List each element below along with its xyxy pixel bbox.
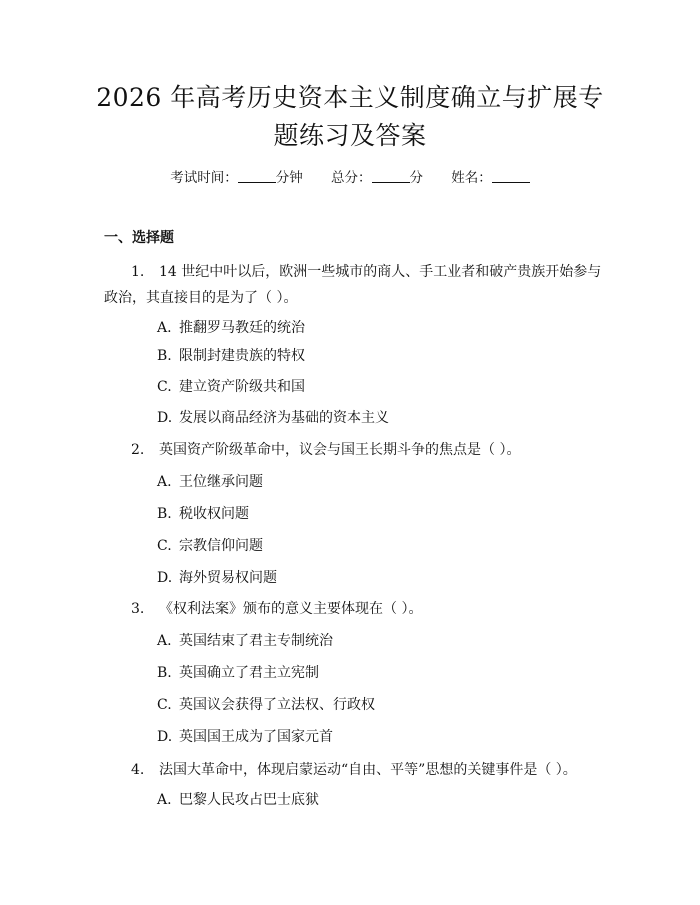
exam-time-blank[interactable] [238,169,276,183]
option-text: 英国国王成为了国家元首 [179,729,333,745]
section-title: 一、选择题 [104,230,174,246]
student-name-blank[interactable] [492,169,530,183]
question-3-number: 3. [131,601,145,617]
question-1-option-d[interactable] [157,408,389,428]
question-3-option-d[interactable] [157,727,333,747]
option-text: 限制封建贵族的特权 [179,348,305,364]
option-text: 英国议会获得了立法权、行政权 [179,697,375,713]
question-2-number: 2. [131,442,145,458]
option-text: 英国确立了君主立宪制 [179,665,319,681]
question-2-option-a[interactable] [157,472,263,492]
option-letter: B. [157,506,172,522]
question-2-text-line-1: 英国资产阶级革命中，议会与国王长期斗争的焦点是（ ）。 [159,442,521,458]
option-letter: A. [157,474,172,490]
student-name-label: 姓名： [451,170,492,186]
option-letter: A. [157,633,172,649]
option-text: 宗教信仰问题 [179,538,263,554]
option-text: 发展以商品经济为基础的资本主义 [179,410,389,426]
option-text: 王位继承问题 [179,474,263,490]
option-text: 英国结束了君主专制统治 [179,633,333,649]
option-letter: A. [157,792,172,808]
option-letter: C. [157,697,172,713]
option-text: 推翻罗马教廷的统治 [179,320,305,336]
option-text: 巴黎人民攻占巴士底狱 [179,792,319,808]
question-3-option-b[interactable] [157,663,319,683]
question-1-option-a[interactable] [157,318,305,338]
exam-time-label: 考试时间： [170,170,238,186]
question-2-option-d[interactable] [157,568,277,588]
question-1-option-b[interactable] [157,346,305,366]
total-score-blank[interactable] [372,169,410,183]
exam-meta [0,168,700,188]
question-1-text-line-1: 14 世纪中叶以后，欧洲一些城市的商人、手工业者和破产贵族开始参与 [159,264,602,280]
question-3-text-line-1: 《权利法案》颁布的意义主要体现在（ ）。 [159,601,423,617]
total-score-label: 总分： [331,170,372,186]
question-4-option-a[interactable] [157,790,319,810]
question-3-option-c[interactable] [157,695,375,715]
option-letter: B. [157,348,172,364]
option-letter: D. [157,570,173,586]
question-2-option-c[interactable] [157,536,263,556]
question-1-number: 1. [131,264,145,280]
option-letter: C. [157,379,172,395]
document-title-line-1: 2026 年高考历史资本主义制度确立与扩展专 [96,83,604,112]
option-letter: D. [157,410,173,426]
option-letter: A. [157,320,172,336]
student-name-field [451,170,530,186]
option-letter: D. [157,729,173,745]
option-letter: B. [157,665,172,681]
question-1-option-c[interactable] [157,377,305,397]
option-text: 建立资产阶级共和国 [179,379,305,395]
question-4-text-line-1: 法国大革命中，体现启蒙运动“自由、平等”思想的关键事件是（ ）。 [159,762,577,778]
document-title-line-2: 题练习及答案 [273,121,427,150]
question-4-number: 4. [131,762,145,778]
option-text: 海外贸易权问题 [179,570,277,586]
total-score-unit: 分 [409,170,423,186]
option-letter: C. [157,538,172,554]
question-2-option-b[interactable] [157,504,249,524]
question-1-text-line-2: 政治，其直接目的是为了（ ）。 [104,290,298,306]
exam-time-unit: 分钟 [275,170,303,186]
question-3-option-a[interactable] [157,631,333,651]
exam-time-field [170,170,303,186]
option-text: 税收权问题 [179,506,249,522]
total-score-field [331,170,423,186]
